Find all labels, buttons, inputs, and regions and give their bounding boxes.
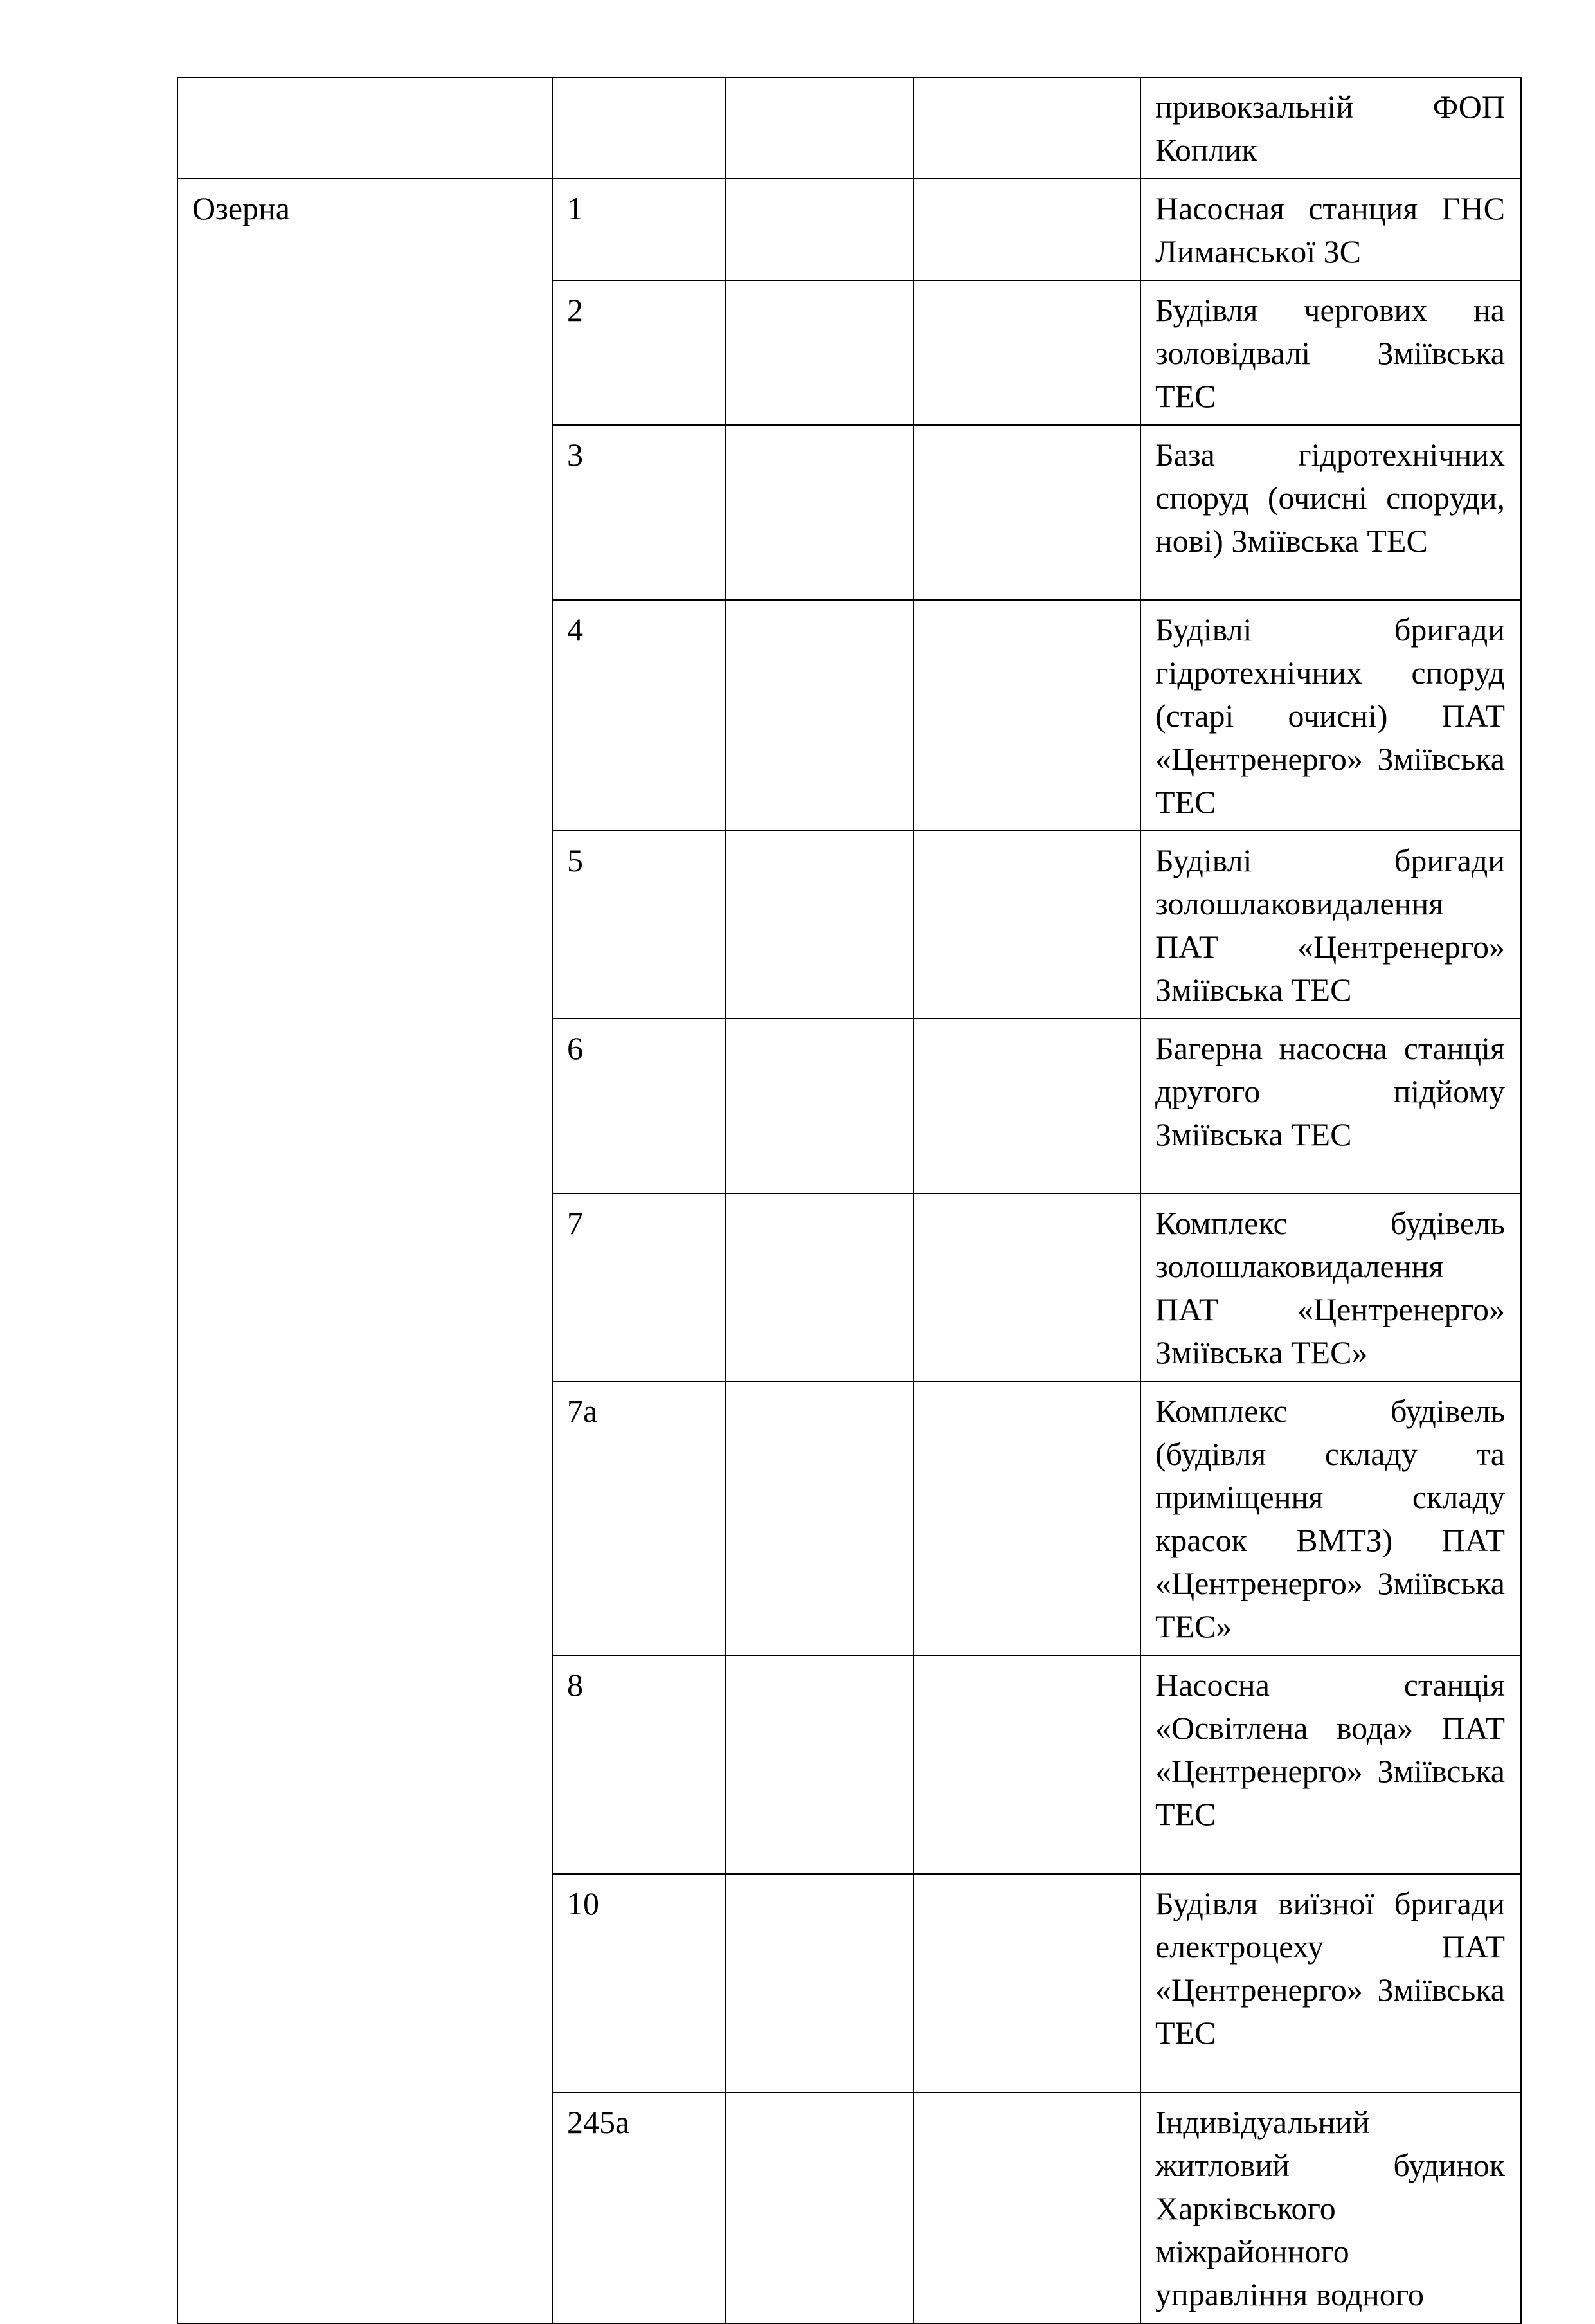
number-cell: 2	[552, 280, 726, 425]
description-cell: привокзальній ФОП Коплик	[1140, 77, 1521, 179]
street-cell: Озерна	[177, 179, 552, 2323]
number-cell	[552, 77, 726, 179]
empty-cell	[726, 179, 914, 280]
empty-cell	[914, 1019, 1140, 1194]
empty-cell	[726, 1655, 914, 1874]
description-cell: Індивідуальний житловий будинок Харківського міжрайонного управління водного	[1140, 2093, 1521, 2323]
description-cell: Комплекс будівель (будівля складу та приміщення складу красок ВМТЗ) ПАТ «Центренерго» Зміївська ТЕС»	[1140, 1381, 1521, 1655]
number-cell: 10	[552, 1874, 726, 2093]
description-cell: Насосна станція «Освітлена вода» ПАТ «Центренерго» Зміївська ТЕС	[1140, 1655, 1521, 1874]
empty-cell	[914, 831, 1140, 1019]
empty-cell	[914, 425, 1140, 600]
number-cell: 6	[552, 1019, 726, 1194]
empty-cell	[914, 280, 1140, 425]
number-cell: 5	[552, 831, 726, 1019]
description-cell: Будівля виїзної бригади електроцеху ПАТ «Центренерго» Зміївська ТЕС	[1140, 1874, 1521, 2093]
number-cell: 7а	[552, 1381, 726, 1655]
table-row	[177, 77, 1521, 179]
empty-cell	[914, 1655, 1140, 1874]
description-cell: Насосная станция ГНС Лиманськoї ЗС	[1140, 179, 1521, 280]
empty-cell	[914, 179, 1140, 280]
empty-cell	[726, 280, 914, 425]
description-cell: Багерна насосна станція другого підйому Зміївська ТЕС	[1140, 1019, 1521, 1194]
number-cell: 8	[552, 1655, 726, 1874]
empty-cell	[914, 1194, 1140, 1381]
description-cell: Комплекс будівель золошлаковидалення ПАТ «Центренерго» Зміївська ТЕС»	[1140, 1194, 1521, 1381]
empty-cell	[726, 1019, 914, 1194]
empty-cell	[914, 2093, 1140, 2323]
empty-cell	[914, 600, 1140, 831]
empty-cell	[726, 600, 914, 831]
empty-cell	[726, 831, 914, 1019]
number-cell: 245а	[552, 2093, 726, 2323]
empty-cell	[726, 2093, 914, 2323]
empty-cell	[914, 1874, 1140, 2093]
empty-cell	[726, 77, 914, 179]
description-cell: Будівля чергових на золовідвалі Зміївська ТЕС	[1140, 280, 1521, 425]
empty-cell	[726, 1194, 914, 1381]
empty-cell	[726, 1874, 914, 2093]
empty-cell	[726, 1381, 914, 1655]
number-cell: 4	[552, 600, 726, 831]
description-cell: Будівлі бригади золошлаковидалення ПАТ «Центренерго» Зміївська ТЕС	[1140, 831, 1521, 1019]
street-cell	[177, 77, 552, 179]
table-row	[177, 179, 1521, 280]
number-cell: 7	[552, 1194, 726, 1381]
number-cell: 1	[552, 179, 726, 280]
number-cell: 3	[552, 425, 726, 600]
empty-cell	[726, 425, 914, 600]
description-cell: База гідротехнічних споруд (очисні споруди, нові) Зміївська ТЕС	[1140, 425, 1521, 600]
address-table	[177, 77, 1522, 2324]
description-cell: Будівлі бригади гідротехнічних споруд (старі очисні) ПАТ «Центренерго» Зміївська ТЕС	[1140, 600, 1521, 831]
empty-cell	[914, 77, 1140, 179]
empty-cell	[914, 1381, 1140, 1655]
